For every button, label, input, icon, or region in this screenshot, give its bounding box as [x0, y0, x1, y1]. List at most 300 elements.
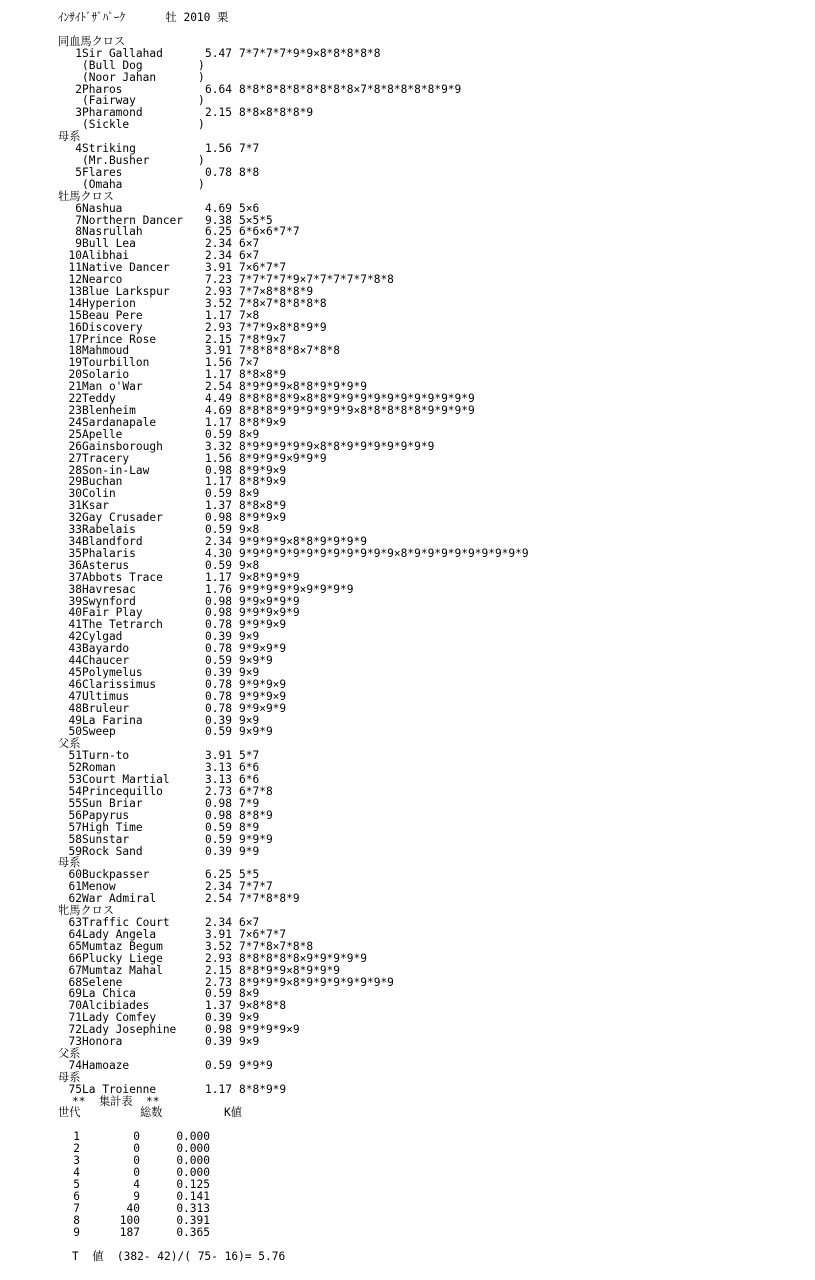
inbreeding-report — [58, 12, 798, 1262]
row-number: 67 — [68, 963, 82, 977]
horse-name: Nasrullah — [82, 225, 143, 239]
generation-cell: 2 — [73, 1142, 80, 1156]
horse-name: Gay Crusader — [82, 511, 163, 525]
horse-name: Mumtaz Mahal — [82, 963, 163, 977]
cross-generations: 7*7*7 — [239, 880, 273, 894]
cross-generations: 6*6 — [239, 773, 260, 787]
cross-row — [58, 655, 798, 667]
cross-row — [58, 298, 798, 310]
blood-percentage: 0.39 — [205, 713, 232, 727]
close-paren: ) — [198, 177, 205, 191]
close-paren: ) — [198, 58, 205, 72]
row-number: 49 — [68, 713, 82, 727]
row-number: 45 — [68, 665, 82, 679]
generation-cell: 9 — [73, 1225, 80, 1239]
horse-name: Havresac — [82, 582, 136, 596]
row-number: 61 — [68, 880, 82, 894]
cross-row — [58, 334, 798, 346]
cross-generations: 8*8 — [239, 165, 260, 179]
ancestor-sub-name: (Mr.Busher — [82, 153, 150, 167]
cross-generations: 9*9×9*9 — [239, 642, 287, 656]
horse-name: La Troienne — [82, 1082, 157, 1096]
cross-row — [58, 369, 798, 381]
cross-row — [58, 203, 798, 215]
blood-percentage: 0.59 — [205, 487, 232, 501]
cross-row — [58, 226, 798, 238]
horse-name: Alcibiades — [82, 999, 150, 1013]
horse-name: Ksar — [82, 499, 109, 513]
blood-percentage: 3.13 — [205, 761, 232, 775]
horse-name: Phalaris — [82, 546, 136, 560]
cross-generations: 7*7*9×8*8*9*9 — [239, 320, 327, 334]
cross-sections — [58, 36, 798, 1096]
blood-percentage: 0.78 — [205, 689, 232, 703]
row-number: 25 — [68, 427, 82, 441]
blood-percentage: 0.39 — [205, 1035, 232, 1049]
blood-percentage: 2.15 — [205, 106, 232, 120]
cross-generations: 8*9*9*9×8*8*9*9*9*9 — [239, 380, 367, 394]
k-value-cell: 0.000 — [176, 1142, 210, 1156]
cross-generations: 9×8 — [239, 558, 260, 572]
horse-name: Gainsborough — [82, 439, 163, 453]
cross-row — [58, 441, 798, 453]
row-number: 66 — [68, 951, 82, 965]
close-paren: ) — [198, 94, 205, 108]
summary-row — [58, 1215, 798, 1227]
cross-generations: 9×9 — [239, 1011, 260, 1025]
row-number: 18 — [68, 344, 82, 358]
cross-row — [58, 322, 798, 334]
close-paren: ) — [198, 70, 205, 84]
cross-row — [58, 345, 798, 357]
blood-percentage: 3.91 — [205, 344, 232, 358]
cross-row — [58, 726, 798, 738]
cross-generations: 6*7*8 — [239, 785, 273, 798]
row-number: 75 — [68, 1082, 82, 1096]
horse-name: Sardanapale — [82, 415, 157, 429]
generation-cell: 6 — [73, 1189, 80, 1203]
row-number: 40 — [68, 606, 82, 620]
cross-generations: 6×7 — [239, 915, 260, 929]
row-number: 19 — [68, 356, 82, 370]
horse-name: Alibhai — [82, 249, 130, 263]
horse-name: Mahmoud — [82, 344, 130, 358]
blood-percentage: 1.56 — [205, 142, 232, 156]
blood-percentage: 4.69 — [205, 404, 232, 417]
cross-generations: 6×7 — [239, 249, 260, 263]
cross-row — [58, 1084, 798, 1096]
cross-generations: 8*9*9*9×9*9*9 — [239, 451, 327, 465]
total-cell: 4 — [133, 1178, 140, 1191]
row-number: 44 — [68, 654, 82, 668]
row-number: 65 — [68, 939, 82, 953]
blood-percentage: 3.91 — [205, 927, 232, 941]
cross-generations: 7*7*7*7*9*9×8*8*8*8*8 — [239, 46, 381, 60]
horse-name: Clarissimus — [82, 677, 157, 691]
cross-row — [58, 798, 798, 810]
generation-cell: 5 — [73, 1178, 80, 1191]
section-header: 母系 — [58, 1070, 81, 1084]
cross-row — [58, 262, 798, 274]
cross-generations: 5×6 — [239, 201, 260, 215]
section-header: 牡馬クロス — [58, 189, 114, 203]
cross-generations: 8*8*8*8*8*8*8*8*8×7*8*8*8*8*8*9*9 — [239, 82, 462, 96]
cross-generations: 8*8*9*9 — [239, 1082, 287, 1096]
horse-name: Princequillo — [82, 785, 163, 798]
blood-percentage: 2.34 — [205, 249, 232, 263]
blood-percentage: 2.93 — [205, 951, 232, 965]
cross-row — [58, 834, 798, 846]
row-number: 56 — [68, 808, 82, 822]
horse-name: Colin — [82, 487, 116, 501]
horse-name: Beau Pere — [82, 308, 143, 322]
blood-percentage: 0.78 — [205, 642, 232, 656]
horse-name: Man o'War — [82, 380, 143, 394]
cross-generations: 9×9*9 — [239, 654, 273, 668]
cross-generations: 9×8 — [239, 523, 260, 537]
cross-row — [58, 941, 798, 953]
cross-generations: 7*7×8*8*8*9 — [239, 284, 314, 298]
report-title: ｲﾝｻｲﾄﾞｻﾞﾊﾟｰｸ 牡 2010 栗 — [58, 11, 229, 24]
horse-name: Honora — [82, 1035, 123, 1049]
blood-percentage: 2.15 — [205, 332, 232, 346]
cross-generations: 9*9×9*9*9 — [239, 594, 300, 608]
row-number: 37 — [68, 570, 82, 584]
row-number: 70 — [68, 999, 82, 1013]
cross-row — [58, 584, 798, 596]
cross-row — [58, 703, 798, 715]
cross-generations: 5*7 — [239, 749, 260, 763]
blood-percentage: 0.98 — [205, 1023, 232, 1037]
blood-percentage: 0.59 — [205, 987, 232, 1001]
col-generation-header: 世代 — [58, 1106, 81, 1120]
cross-row — [58, 107, 798, 119]
cross-generations: 9*9*9*9*9*9*9*9*9*9*9*9×8*9*9*9*9*9*9*9*9*9 — [239, 546, 529, 560]
row-number: 5 — [75, 165, 82, 179]
horse-name: Striking — [82, 142, 136, 156]
ancestor-subline — [58, 60, 798, 72]
row-number: 6 — [75, 201, 82, 215]
row-number: 42 — [68, 630, 82, 644]
blood-percentage: 4.49 — [205, 392, 232, 406]
cross-row — [58, 917, 798, 929]
ancestor-subline — [58, 179, 798, 191]
row-number: 46 — [68, 677, 82, 691]
cross-generations: 8*8*9*9×8*9*9*9 — [239, 963, 341, 977]
k-value-cell: 0.125 — [176, 1178, 210, 1191]
k-value-cell: 0.313 — [176, 1201, 210, 1215]
cross-row — [58, 596, 798, 608]
cross-row — [58, 786, 798, 798]
cross-generations: 9*9*9×9 — [239, 689, 287, 703]
cross-generations: 9*9*9×9*9 — [239, 606, 300, 620]
k-value-cell: 0.000 — [176, 1154, 210, 1168]
close-paren: ) — [198, 153, 205, 167]
generation-cell: 8 — [73, 1213, 80, 1227]
horse-name: Teddy — [82, 392, 116, 406]
horse-name: Rock Sand — [82, 844, 143, 858]
blood-percentage: 0.78 — [205, 701, 232, 715]
total-cell: 0 — [133, 1130, 140, 1144]
cross-row — [58, 572, 798, 584]
cross-generations: 6*6 — [239, 761, 260, 775]
row-number: 23 — [68, 404, 82, 417]
blood-percentage: 0.59 — [205, 725, 232, 739]
row-number: 64 — [68, 927, 82, 941]
row-number: 41 — [68, 618, 82, 632]
ancestor-sub-name: (Bull Dog — [82, 58, 143, 72]
blood-percentage: 5.47 — [205, 46, 232, 60]
horse-name: Abbots Trace — [82, 570, 163, 584]
horse-name: Turn-to — [82, 749, 130, 763]
cross-generations: 9×9 — [239, 630, 260, 644]
horse-name: Son-in-Law — [82, 463, 150, 477]
blood-percentage: 2.34 — [205, 915, 232, 929]
total-cell: 40 — [126, 1201, 140, 1215]
summary-row — [58, 1167, 798, 1179]
row-number: 47 — [68, 689, 82, 703]
blood-percentage: 2.93 — [205, 320, 232, 334]
blood-percentage: 2.34 — [205, 534, 232, 548]
row-number: 62 — [68, 892, 82, 906]
row-number: 16 — [68, 320, 82, 334]
horse-name: Native Dancer — [82, 261, 170, 275]
cross-generations: 9×9*9 — [239, 725, 273, 739]
blood-percentage: 0.59 — [205, 820, 232, 834]
cross-generations: 9*9*9 — [239, 1058, 273, 1072]
cross-row — [58, 1000, 798, 1012]
cross-row — [58, 691, 798, 703]
cross-row — [58, 48, 798, 60]
cross-generations: 7*7 — [239, 142, 260, 156]
generation-cell: 1 — [73, 1130, 80, 1144]
horse-name: Court Martial — [82, 773, 170, 787]
blood-percentage: 2.54 — [205, 892, 232, 906]
horse-name: Northern Dancer — [82, 213, 184, 227]
cross-row — [58, 893, 798, 905]
blood-percentage: 0.98 — [205, 808, 232, 822]
cross-generations: 8*8*9 — [239, 808, 273, 822]
cross-row — [58, 238, 798, 250]
blood-percentage: 0.98 — [205, 606, 232, 620]
cross-generations: 8*9*9×9 — [239, 511, 287, 525]
horse-name: Nearco — [82, 273, 123, 287]
cross-generations: 9*9*9×9 — [239, 618, 287, 632]
cross-row — [58, 488, 798, 500]
cross-generations: 9×8*9*9*9 — [239, 570, 300, 584]
cross-row — [58, 1060, 798, 1072]
horse-name: Flares — [82, 165, 123, 179]
row-number: 22 — [68, 392, 82, 406]
cross-row — [58, 560, 798, 572]
horse-name: La Chica — [82, 987, 136, 1001]
ancestor-sub-name: (Fairway — [82, 94, 136, 108]
cross-row — [58, 667, 798, 679]
horse-name: Lady Josephine — [82, 1023, 177, 1037]
horse-name: Lady Angela — [82, 927, 157, 941]
row-number: 34 — [68, 534, 82, 548]
ancestor-subline — [58, 95, 798, 107]
cross-row — [58, 607, 798, 619]
cross-generations: 8*8*8*8*8×9*9*9*9*9 — [239, 951, 367, 965]
cross-generations: 8*8×8*9 — [239, 368, 287, 382]
cross-row — [58, 465, 798, 477]
cross-row — [58, 524, 798, 536]
row-number: 50 — [68, 725, 82, 739]
cross-generations: 8*8×8*8*8*9 — [239, 106, 314, 120]
row-number: 71 — [68, 1011, 82, 1025]
blood-percentage: 0.59 — [205, 1058, 232, 1072]
cross-row — [58, 881, 798, 893]
ancestor-sub-name: (Noor Jahan — [82, 70, 157, 84]
blood-percentage: 6.25 — [205, 868, 232, 882]
cross-row — [58, 750, 798, 762]
horse-name: The Tetrarch — [82, 618, 163, 632]
row-number: 38 — [68, 582, 82, 596]
ancestor-sub-name: (Omaha — [82, 177, 123, 191]
cross-row — [58, 953, 798, 965]
cross-generations: 8*8*8*8*9×8*8*9*9*9*9*9*9*9*9*9*9*9 — [239, 392, 475, 406]
horse-name: Selene — [82, 975, 123, 989]
cross-generations: 9*9*9*9×8*8*9*9*9*9 — [239, 534, 367, 548]
blood-percentage: 1.17 — [205, 368, 232, 382]
horse-name: Swynford — [82, 594, 136, 608]
cross-generations: 7*8*9×7 — [239, 332, 287, 346]
cross-generations: 9×8*8*8 — [239, 999, 287, 1013]
cross-generations: 7*7*8*8*9 — [239, 892, 300, 906]
horse-name: Pharamond — [82, 106, 143, 120]
cross-row — [58, 453, 798, 465]
horse-name: Tourbillon — [82, 356, 150, 370]
blood-percentage: 0.39 — [205, 665, 232, 679]
horse-name: Ultimus — [82, 689, 130, 703]
horse-name: Hamoaze — [82, 1058, 130, 1072]
blood-percentage: 1.56 — [205, 356, 232, 370]
row-number: 14 — [68, 296, 82, 310]
cross-row — [58, 500, 798, 512]
row-number: 28 — [68, 463, 82, 477]
row-number: 48 — [68, 701, 82, 715]
cross-row — [58, 846, 798, 858]
cross-row — [58, 476, 798, 488]
row-number: 26 — [68, 439, 82, 453]
cross-row — [58, 774, 798, 786]
cross-generations: 7×6*7*7 — [239, 261, 287, 275]
horse-name: Roman — [82, 761, 116, 775]
blood-percentage: 0.98 — [205, 463, 232, 477]
row-number: 53 — [68, 773, 82, 787]
section-header: 同血馬クロス — [58, 34, 126, 48]
ancestor-sub-name: (Sickle — [82, 118, 130, 132]
close-paren: ) — [198, 118, 205, 132]
row-number: 69 — [68, 987, 82, 1001]
horse-name: Sun Briar — [82, 796, 143, 810]
summary-row — [58, 1143, 798, 1155]
blood-percentage: 2.73 — [205, 785, 232, 798]
blood-percentage: 2.34 — [205, 237, 232, 251]
row-number: 27 — [68, 451, 82, 465]
generation-cell: 7 — [73, 1201, 80, 1215]
blood-percentage: 0.78 — [205, 618, 232, 632]
cross-generations: 5*5 — [239, 868, 260, 882]
cross-row — [58, 679, 798, 691]
blood-percentage: 1.17 — [205, 308, 232, 322]
horse-name: Papyrus — [82, 808, 130, 822]
horse-name: Sir Gallahad — [82, 46, 163, 60]
blood-percentage: 1.17 — [205, 1082, 232, 1096]
row-number: 57 — [68, 820, 82, 834]
blood-percentage: 3.52 — [205, 939, 232, 953]
horse-name: Cylgad — [82, 630, 123, 644]
row-number: 52 — [68, 761, 82, 775]
blood-percentage: 3.52 — [205, 296, 232, 310]
blood-percentage: 0.59 — [205, 654, 232, 668]
horse-name: Asterus — [82, 558, 130, 572]
horse-name: Solario — [82, 368, 130, 382]
blood-percentage: 2.54 — [205, 380, 232, 394]
cross-generations: 7×7 — [239, 356, 260, 370]
row-number: 68 — [68, 975, 82, 989]
cross-generations: 7×6*7*7 — [239, 927, 287, 941]
cross-generations: 9×9 — [239, 713, 260, 727]
t-value-line: T 値 (382- 42)/( 75- 16)= 5.76 — [72, 1249, 286, 1263]
row-number: 11 — [68, 261, 82, 275]
row-number: 15 — [68, 308, 82, 322]
row-number: 72 — [68, 1023, 82, 1037]
horse-name: Buchan — [82, 475, 123, 489]
generation-cell: 4 — [73, 1166, 80, 1180]
col-total-header: 総数 — [140, 1106, 163, 1120]
horse-name: Apelle — [82, 427, 123, 441]
blood-percentage: 1.56 — [205, 451, 232, 465]
row-number: 1 — [75, 46, 82, 60]
blood-percentage: 0.39 — [205, 630, 232, 644]
cross-generations: 9×9 — [239, 665, 260, 679]
horse-name: Blenheim — [82, 404, 136, 417]
horse-name: Blue Larkspur — [82, 284, 170, 298]
cross-row — [58, 405, 798, 417]
ancestor-subline — [58, 155, 798, 167]
blood-percentage: 1.76 — [205, 582, 232, 596]
cross-generations: 5×5*5 — [239, 213, 273, 227]
horse-name: Sunstar — [82, 832, 130, 846]
ancestor-subline — [58, 72, 798, 84]
row-number: 59 — [68, 844, 82, 858]
blood-percentage: 0.98 — [205, 511, 232, 525]
cross-generations: 9*9*9 — [239, 832, 273, 846]
section-header: 母系 — [58, 130, 81, 144]
row-number: 35 — [68, 546, 82, 560]
row-number: 12 — [68, 273, 82, 287]
horse-name: Traffic Court — [82, 915, 170, 929]
blood-percentage: 0.59 — [205, 427, 232, 441]
blood-percentage: 3.91 — [205, 261, 232, 275]
horse-name: Bull Lea — [82, 237, 136, 251]
cross-generations: 7*7*7*7*9×7*7*7*7*7*8*8 — [239, 273, 394, 287]
summary-row — [58, 1203, 798, 1215]
cross-row — [58, 84, 798, 96]
summary-row — [58, 1131, 798, 1143]
cross-row — [58, 215, 798, 227]
row-number: 13 — [68, 284, 82, 298]
blood-percentage: 1.17 — [205, 570, 232, 584]
horse-name: Hyperion — [82, 296, 136, 310]
cross-generations: 8*9*9*9*9*9×8*8*9*9*9*9*9*9*9 — [239, 439, 435, 453]
section-header: 父系 — [58, 737, 81, 751]
cross-row — [58, 977, 798, 989]
cross-generations: 6*6×6*7*7 — [239, 225, 300, 239]
cross-row — [58, 929, 798, 941]
